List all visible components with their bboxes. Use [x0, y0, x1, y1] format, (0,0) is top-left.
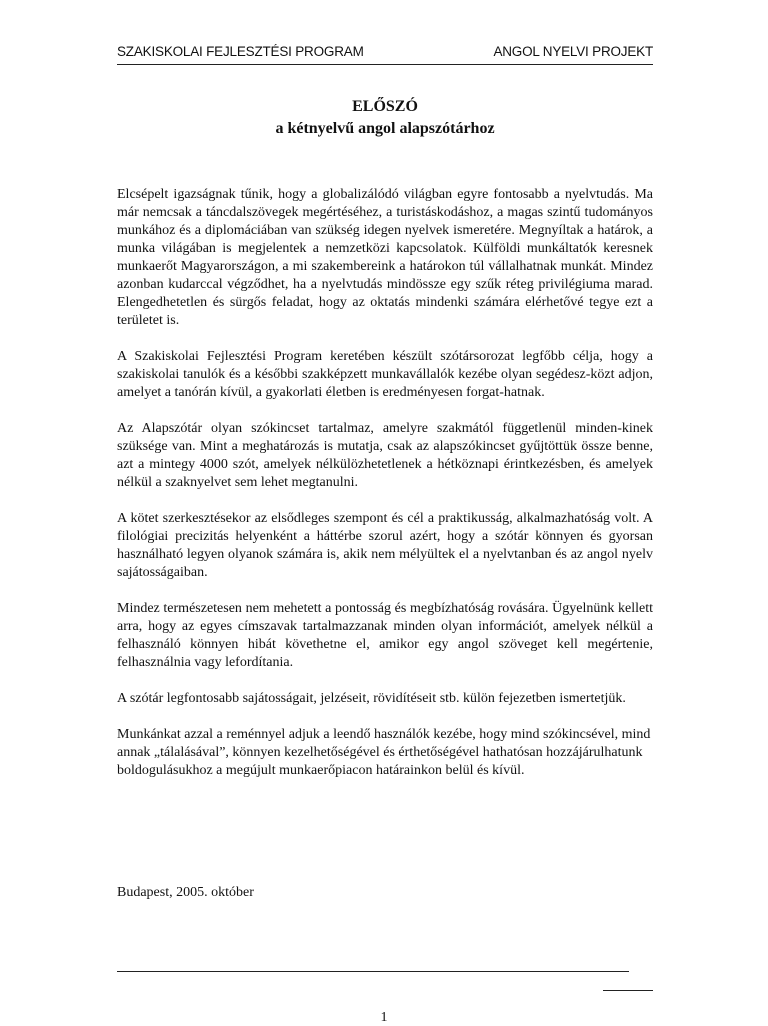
paragraph-7: Munkánkat azzal a reménnyel adjuk a leendő használók kezébe, hogy mind szókincsével, mind annak „tálalásával”, könnyen kezelhetőségével és érthetőségével hathatósan hozzájárulhatunk boldogulásukhoz a megújult munkaerőpiacon határainkon belül és kívül.: [117, 727, 651, 778]
paragraph-2: A Szakiskolai Fejlesztési Program keretében készült szótársorozat legfőbb célja, hogy a szakiskolai tanulók és a későbbi szakképzett munkavállalók kezébe olyan segédesz-közt adjon, amelyet a tanórán kívül, a gyakorlati életben is eredményesen forgat-hatnak.: [117, 349, 653, 400]
footnote-short-rule: [603, 990, 653, 991]
header-project-title: ANGOL NYELVI PROJEKT: [493, 44, 653, 59]
page-number: 1: [380, 1010, 388, 1025]
paragraph-6: A szótár legfontosabb sajátosságait, jelzéseit, rövidítéseit stb. külön fejezetben ismertetjük.: [117, 691, 626, 706]
title-block: [117, 96, 653, 140]
place-date: Budapest, 2005. október: [117, 885, 254, 900]
document-title: ELŐSZÓ: [352, 98, 418, 115]
paragraph-1: Elcsépelt igazságnak tűnik, hogy a globalizálódó világban egyre fontosabb a nyelvtudás. Ma már nemcsak a táncdalszövegek megértéséhez, a turistáskodáshoz, a magas szintű tudományos munkához és a diplomáciában van szükség idegen nyelvek ismeretére. Megnyíltak a határok, a munka világában is megjelentek a nemzetközi kapcsolatok. Külföldi munkáltatók keresnek munkaerőt Magyarországon, a mi szakembereink a határokon túl vállalhatnak munkát. Mindez azonban kudarccal végződhet, ha a nyelvtudás mindössze egy szűk réteg privilégiuma marad. Elengedhetetlen és sürgős feladat, hogy az oktatás mindenki számára elérhetővé tegye ezt a területet is.: [117, 187, 653, 328]
paragraph-5: Mindez természetesen nem mehetett a pontosság és megbízhatóság rovására. Ügyelnünk kellett arra, hogy az egyes címszavak tartalmazzanak minden olyan információt, amelyek nélkül a felhasználó könnyen hibát követhetne el, amikor egy angol szöveget kell megértenie, felhasználnia vagy lefordítania.: [117, 601, 653, 670]
body-text: [117, 186, 653, 798]
page-header: [117, 44, 653, 65]
footnote-separator: [117, 971, 629, 972]
header-program-title: SZAKISKOLAI FEJLESZTÉSI PROGRAM: [117, 44, 364, 59]
paragraph-4: A kötet szerkesztésekor az elsődleges szempont és cél a praktikusság, alkalmazhatóság volt. A filológiai precizitás helyenként a háttérbe szorul azért, hogy a szótár könnyen és gyorsan használható legyen olyanok számára is, akik nem mélyültek el a nyelvtanban és az angol nyelv sajátosságaiban.: [117, 511, 653, 580]
document-subtitle: a kétnyelvű angol alapszótárhoz: [275, 120, 495, 137]
paragraph-3: Az Alapszótár olyan szókincset tartalmaz, amelyre szakmától függetlenül minden-kinek szüksége van. Mint a meghatározás is mutatja, csak az alapszókincset gyűjtöttük össze benne, azt a mintegy 4000 szót, amelyek nélkülözhetetlenek a hétköznapi érintkezésben, és amelyek nélkül a szaknyelvet sem lehet megtanulni.: [117, 421, 653, 490]
